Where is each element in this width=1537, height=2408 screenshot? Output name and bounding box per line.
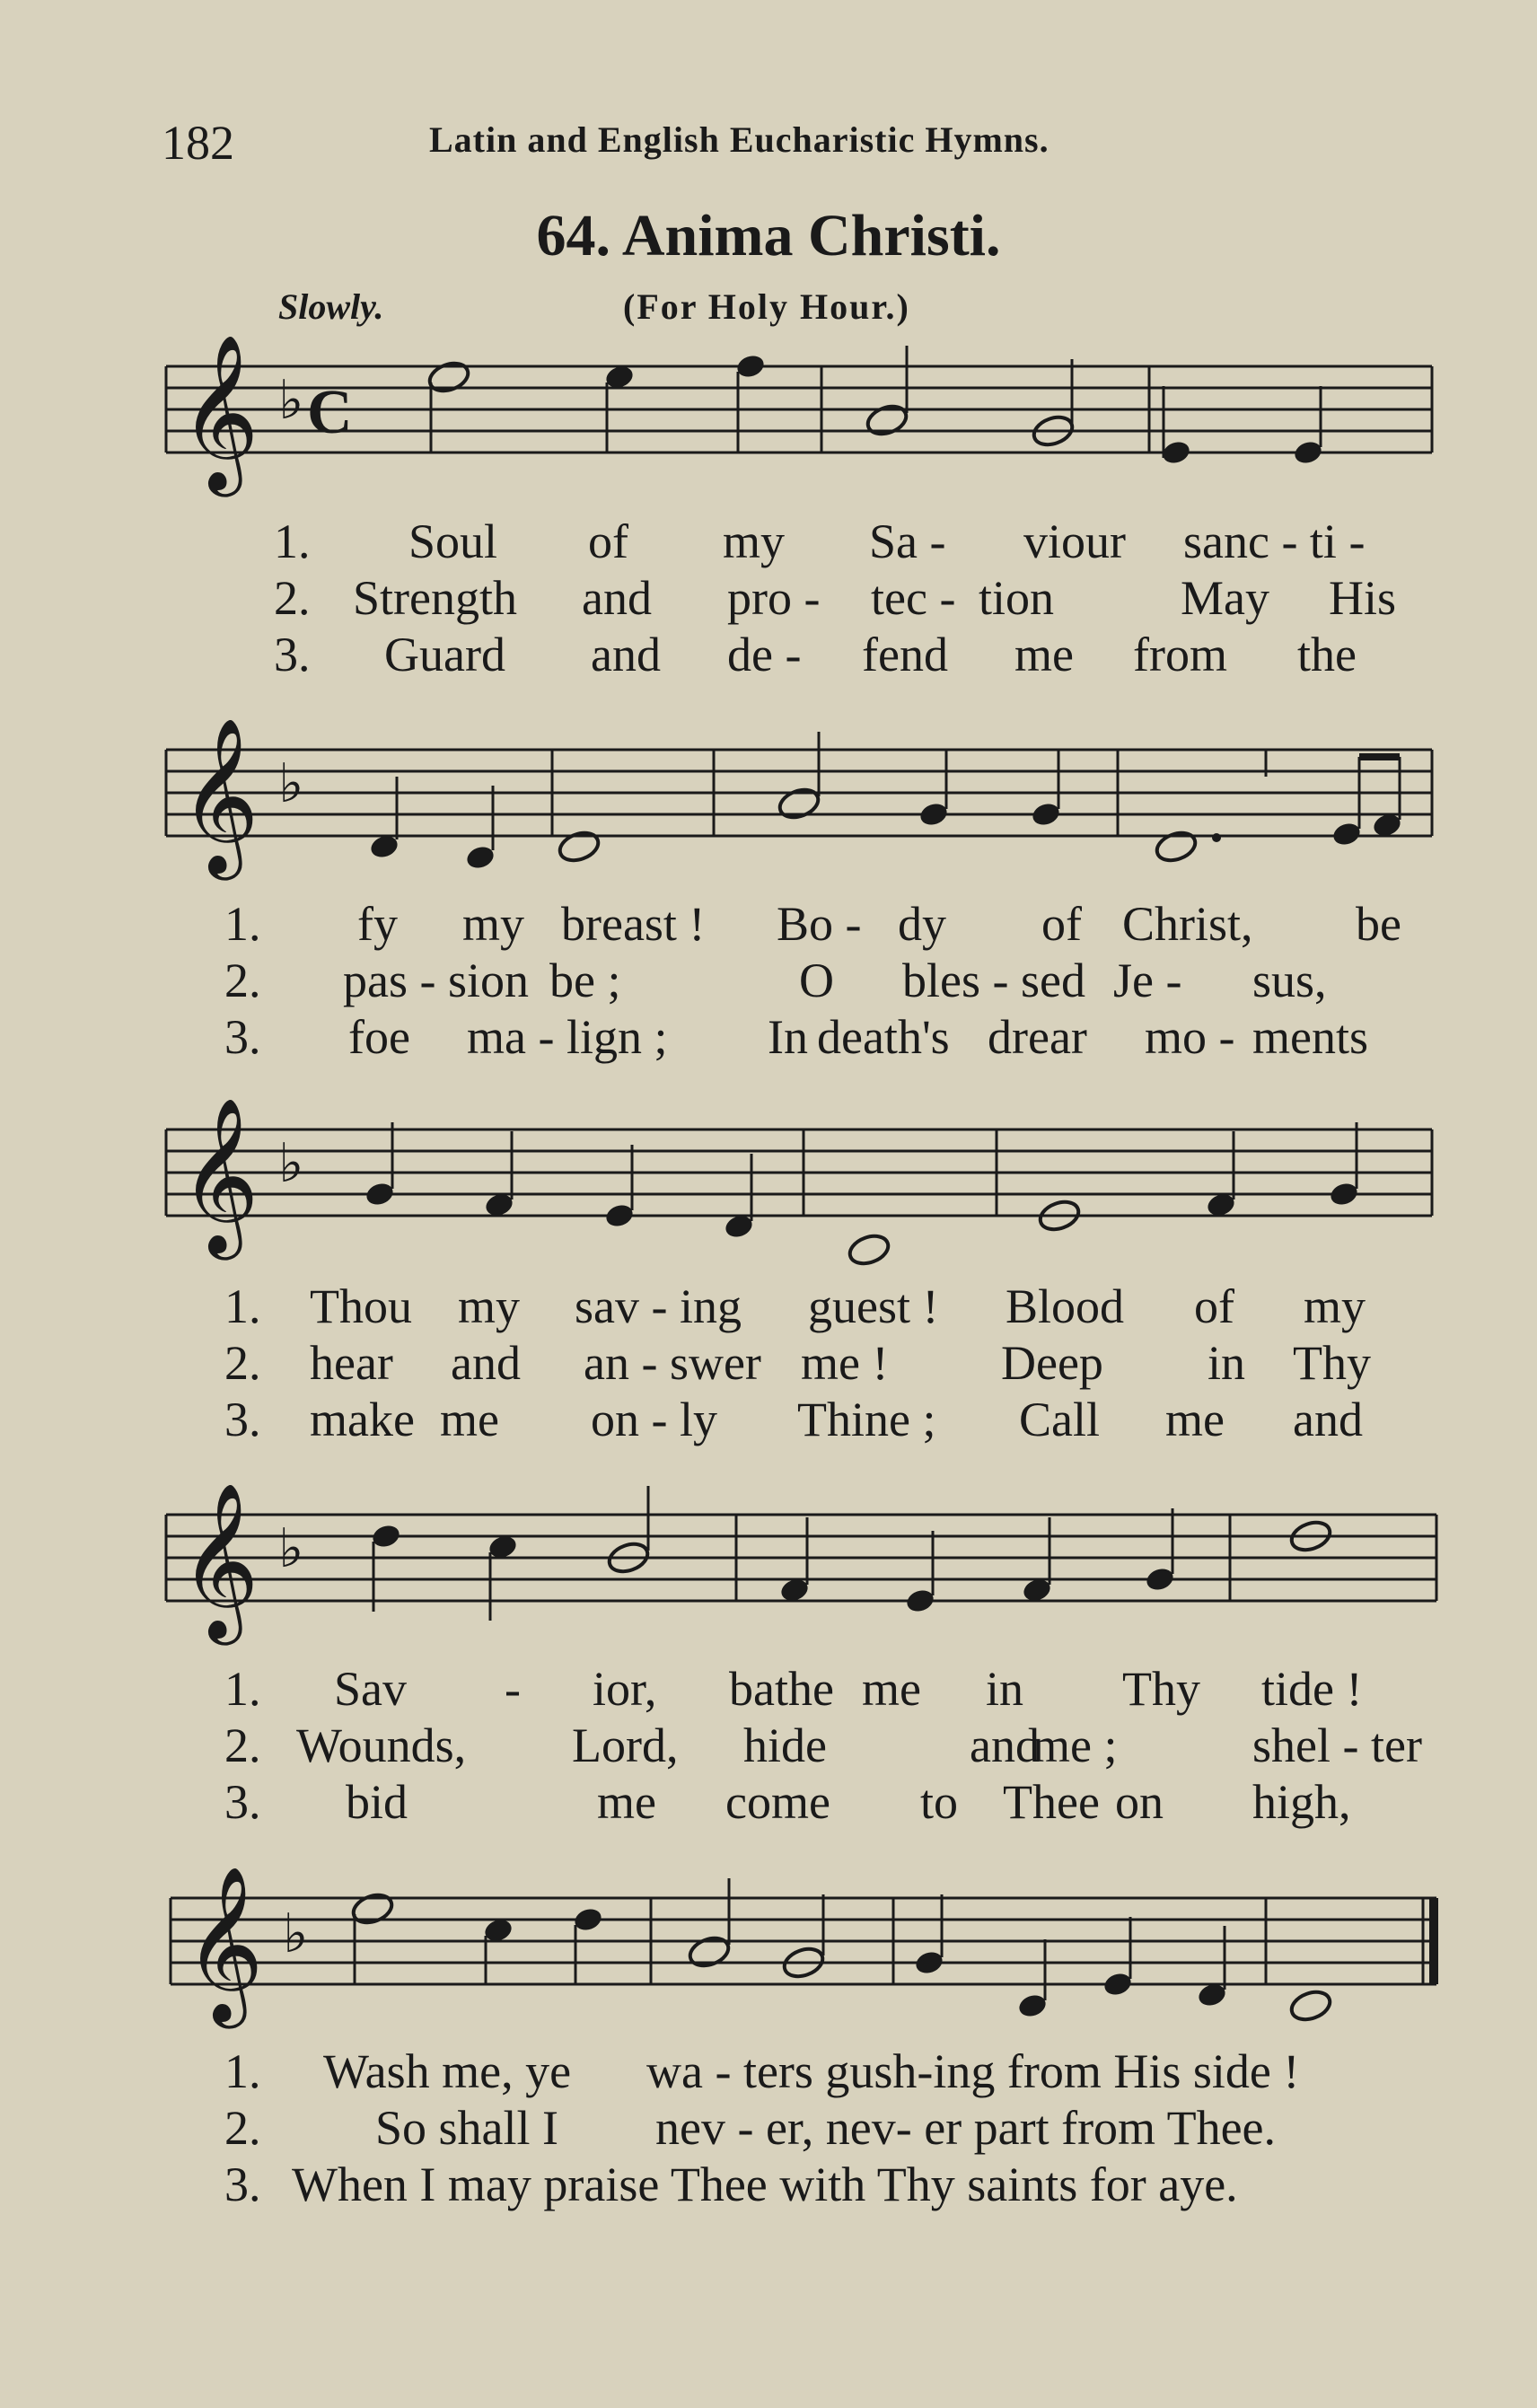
lyric-line-1-verse-2 — [0, 570, 1537, 626]
lyric-syllable: hear — [310, 1336, 393, 1390]
lyric-syllable: Thee — [1003, 1775, 1100, 1829]
lyric-syllable: mo - — [1145, 1010, 1235, 1064]
lyric-syllable: on — [1115, 1775, 1164, 1829]
verse-number: 3. — [274, 628, 311, 681]
lyric-line-4-verse-2 — [0, 1718, 1537, 1773]
verse-number: 1. — [224, 1662, 261, 1716]
treble-clef-icon: 𝄞 — [180, 338, 259, 488]
lyric-syllable: Soul — [408, 514, 498, 568]
flat-icon: ♭ — [278, 754, 304, 813]
lyric-syllable: and — [1293, 1393, 1363, 1446]
staff-5 — [0, 1859, 1537, 2038]
lyric-syllable: my — [462, 897, 525, 951]
flat-icon: ♭ — [278, 371, 304, 430]
verse-number: 1. — [224, 2044, 261, 2098]
lyric-syllable: the — [1297, 628, 1357, 681]
lyric-syllable: Lord, — [572, 1718, 679, 1772]
staff-4 — [0, 1477, 1537, 1657]
lyric-syllable: of — [1041, 897, 1082, 951]
treble-clef-icon: 𝄞 — [180, 722, 259, 871]
lyric-syllable: in — [986, 1662, 1024, 1716]
lyric-syllable: tide ! — [1261, 1662, 1363, 1716]
lyric-syllable: hide — [743, 1718, 827, 1772]
lyric-line-5-verse-3 — [0, 2157, 1537, 2212]
lyric-syllable: an - swer — [584, 1336, 761, 1390]
staff-3 — [0, 1095, 1537, 1275]
lyric-syllable: When I may praise Thee with Thy saints for aye. — [292, 2158, 1238, 2211]
lyric-line-1-verse-3 — [0, 627, 1537, 682]
lyric-syllable: my — [458, 1279, 521, 1333]
lyric-syllable: pas - sion — [343, 954, 529, 1007]
lyric-syllable: Bo - — [777, 897, 862, 951]
verse-number: 2. — [224, 1718, 261, 1772]
lyric-line-4-verse-1 — [0, 1661, 1537, 1717]
lyric-syllable: me — [1014, 628, 1074, 681]
treble-clef-icon: 𝄞 — [180, 1102, 259, 1251]
lyric-line-4-verse-3 — [0, 1774, 1537, 1830]
lyric-syllable: May — [1181, 571, 1269, 625]
lyric-syllable: ma - lign ; — [467, 1010, 668, 1064]
verse-number: 2. — [224, 1336, 261, 1390]
lyric-syllable: death's — [817, 1010, 950, 1064]
lyric-syllable: and — [970, 1718, 1040, 1772]
lyric-syllable: Wash me, ye — [323, 2044, 572, 2098]
lyric-syllable: bid — [346, 1775, 408, 1829]
lyric-syllable: fend — [862, 628, 948, 681]
lyric-syllable: viour — [1023, 514, 1126, 568]
verse-number: 1. — [224, 1279, 261, 1333]
lyric-syllable: tec - — [871, 571, 956, 625]
lyric-syllable: breast ! — [561, 897, 706, 951]
treble-clef-icon: 𝄞 — [180, 1487, 259, 1636]
lyric-syllable: nev - er, nev- er part from Thee. — [655, 2101, 1277, 2155]
lyric-syllable: of — [1194, 1279, 1234, 1333]
treble-clef-icon: 𝄞 — [184, 1870, 264, 2019]
lyric-syllable: His — [1329, 571, 1397, 625]
verse-number: 2. — [224, 2101, 261, 2155]
lyric-syllable: In — [768, 1010, 808, 1064]
tempo-marking: Slowly. — [278, 286, 384, 327]
lyric-syllable: Christ, — [1122, 897, 1253, 951]
lyric-syllable: pro - — [727, 571, 821, 625]
lyric-syllable: Thy — [1122, 1662, 1200, 1716]
lyric-syllable: Blood — [1006, 1279, 1125, 1333]
common-time-icon: C — [307, 378, 353, 447]
flat-icon: ♭ — [283, 1904, 309, 1964]
lyric-syllable: So shall I — [375, 2101, 559, 2155]
lyric-syllable: come — [725, 1775, 830, 1829]
running-head: Latin and English Eucharistic Hymns. — [429, 119, 1050, 160]
lyric-line-3-verse-1 — [0, 1279, 1537, 1334]
verse-number: 1. — [224, 897, 261, 951]
lyric-syllable: fy — [357, 897, 398, 951]
lyric-syllable: my — [1304, 1279, 1366, 1333]
lyric-syllable: Thine ; — [797, 1393, 936, 1446]
lyric-syllable: be ; — [549, 954, 621, 1007]
lyric-syllable: me — [862, 1662, 921, 1716]
lyric-syllable: me — [597, 1775, 656, 1829]
verse-number: 3. — [224, 1010, 261, 1064]
lyric-syllable: drear — [988, 1010, 1087, 1064]
lyric-syllable: Je - — [1113, 954, 1182, 1007]
lyric-syllable: my — [723, 514, 786, 568]
page-number: 182 — [162, 116, 234, 170]
lyric-syllable: Thou — [310, 1279, 412, 1333]
lyric-line-5-verse-1 — [0, 2043, 1537, 2099]
lyric-line-1-verse-1 — [0, 514, 1537, 569]
lyric-syllable: ments — [1252, 1010, 1368, 1064]
lyric-syllable: and — [451, 1336, 521, 1390]
lyric-syllable: make — [310, 1393, 415, 1446]
verse-number: 2. — [224, 954, 261, 1007]
lyric-syllable: me ! — [801, 1336, 889, 1390]
lyric-syllable: of — [588, 514, 628, 568]
lyric-syllable: sanc - ti - — [1183, 514, 1366, 568]
lyric-syllable: high, — [1252, 1775, 1351, 1829]
verse-number: 3. — [224, 2158, 261, 2211]
verse-number: 3. — [224, 1775, 261, 1829]
lyric-syllable: Call — [1019, 1393, 1100, 1446]
lyric-syllable: wa - ters gush-ing from His side ! — [646, 2044, 1300, 2098]
lyric-syllable: me — [1165, 1393, 1225, 1446]
lyric-syllable: from — [1133, 628, 1227, 681]
lyric-syllable: Deep — [1001, 1336, 1103, 1390]
lyric-syllable: in — [1208, 1336, 1246, 1390]
hymn-subtitle: (For Holy Hour.) — [623, 286, 910, 327]
lyric-syllable: sav - ing — [575, 1279, 742, 1333]
lyric-syllable: tion — [979, 571, 1055, 625]
lyric-syllable: on - ly — [591, 1393, 717, 1446]
lyric-line-3-verse-3 — [0, 1392, 1537, 1447]
lyric-syllable: dy — [898, 897, 946, 951]
lyric-syllable: bles - sed — [902, 954, 1085, 1007]
staff-1 — [0, 332, 1537, 512]
flat-icon: ♭ — [278, 1134, 304, 1193]
lyric-syllable: O — [799, 954, 834, 1007]
lyric-line-2-verse-3 — [0, 1009, 1537, 1065]
lyric-line-5-verse-2 — [0, 2100, 1537, 2156]
lyric-syllable: to — [920, 1775, 959, 1829]
verse-number: 1. — [274, 514, 311, 568]
lyric-syllable: guest ! — [808, 1279, 939, 1333]
lyric-syllable: Sa - — [869, 514, 946, 568]
verse-number: 3. — [224, 1393, 261, 1446]
lyric-line-2-verse-1 — [0, 896, 1537, 952]
lyric-line-2-verse-2 — [0, 953, 1537, 1008]
lyric-syllable: Sav — [334, 1662, 407, 1716]
lyric-syllable: - — [505, 1662, 521, 1716]
lyric-syllable: Wounds, — [296, 1718, 467, 1772]
lyric-syllable: and — [582, 571, 652, 625]
lyric-syllable: and — [591, 628, 661, 681]
flat-icon: ♭ — [278, 1519, 304, 1578]
lyric-syllable: Thy — [1293, 1336, 1371, 1390]
lyric-syllable: me ; — [1032, 1718, 1118, 1772]
lyric-line-3-verse-2 — [0, 1335, 1537, 1391]
lyric-syllable: de - — [727, 628, 802, 681]
lyric-syllable: foe — [348, 1010, 410, 1064]
lyric-syllable: ior, — [593, 1662, 657, 1716]
lyric-syllable: Strength — [353, 571, 517, 625]
lyric-syllable: sus, — [1252, 954, 1327, 1007]
staff-2 — [0, 714, 1537, 893]
lyric-syllable: bathe — [729, 1662, 834, 1716]
lyric-syllable: Guard — [384, 628, 505, 681]
verse-number: 2. — [274, 571, 311, 625]
lyric-syllable: shel - ter — [1252, 1718, 1422, 1772]
lyric-syllable: me — [440, 1393, 499, 1446]
hymn-title: 64. Anima Christi. — [536, 203, 1001, 268]
lyric-syllable: be — [1356, 897, 1401, 951]
